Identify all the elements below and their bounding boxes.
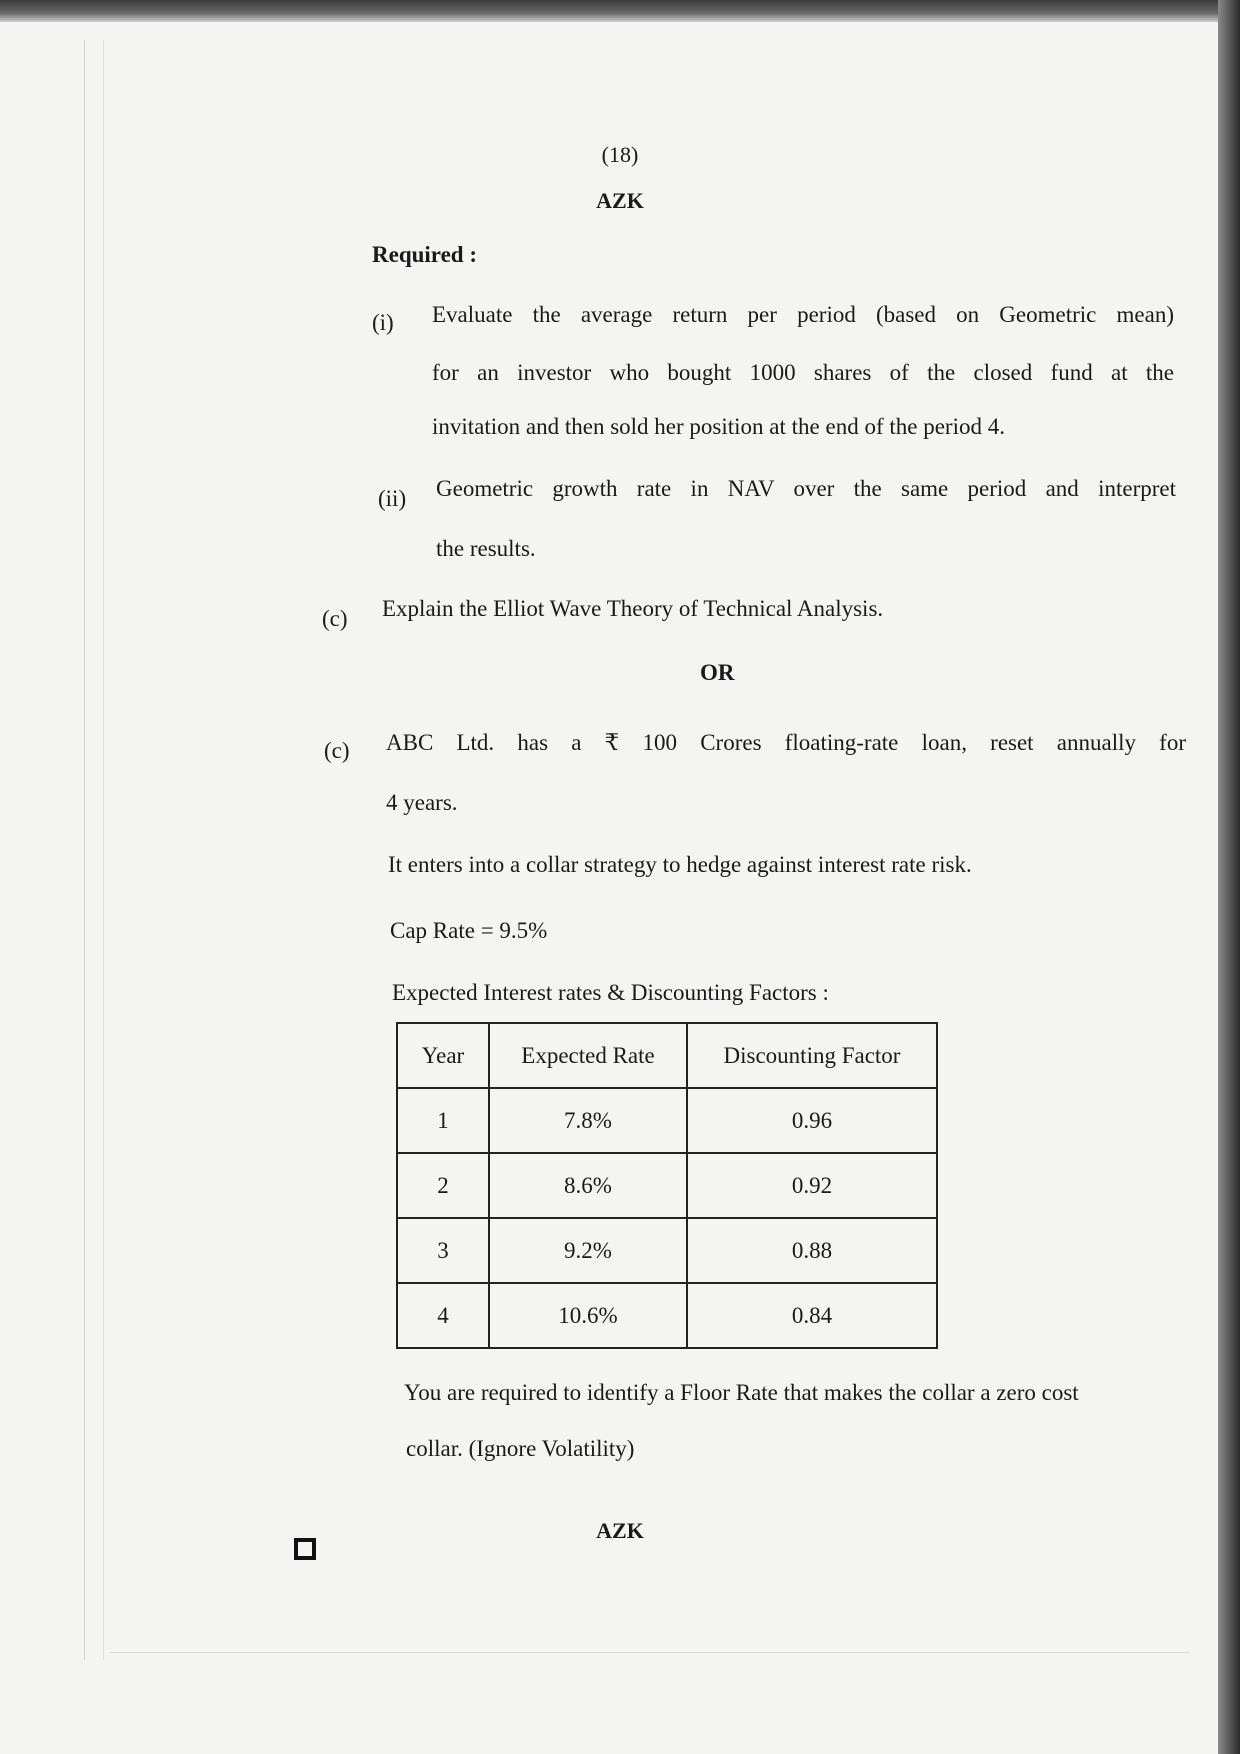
item-ii-marker: (ii): [378, 486, 407, 511]
collar-strategy-text: It enters into a collar strategy to hedge against interest rate risk.: [388, 852, 972, 877]
column-header-year: Year: [397, 1023, 489, 1088]
scan-right-edge: [1218, 0, 1240, 1754]
table-row: [397, 1088, 937, 1153]
question-c-text: Explain the Elliot Wave Theory of Technical Analysis.: [382, 596, 884, 621]
table-caption: Expected Interest rates & Discounting Factors :: [392, 980, 829, 1005]
cell-year: 3: [397, 1218, 489, 1283]
paper-code-bottom: AZK: [596, 1518, 644, 1543]
question-c-alt-marker: (c): [324, 738, 350, 763]
item-ii-line1: Geometric growth rate in NAV over the same period and interpret: [436, 476, 1176, 501]
table-row: [397, 1153, 937, 1218]
page-bottom-rule: [110, 1652, 1190, 1653]
question-c-alt-line2: 4 years.: [386, 790, 458, 815]
cell-discounting-factor: 0.84: [687, 1283, 937, 1348]
item-ii-line2: the results.: [436, 536, 536, 561]
cell-discounting-factor: 0.92: [687, 1153, 937, 1218]
table-row: [397, 1218, 937, 1283]
question-c-alt-line1: ABC Ltd. has a ₹ 100 Crores floating-rate loan, reset annually for: [386, 730, 1186, 755]
column-header-discounting-factor: Discounting Factor: [687, 1023, 937, 1088]
table-row: [397, 1283, 937, 1348]
cell-year: 1: [397, 1088, 489, 1153]
item-i-line1: Evaluate the average return per period (based on Geometric mean): [432, 302, 1174, 327]
paper-code-top: AZK: [596, 188, 644, 213]
required-heading: Required :: [372, 242, 477, 267]
cell-expected-rate: 7.8%: [489, 1088, 687, 1153]
question-c-marker: (c): [322, 606, 348, 631]
item-i-line2: for an investor who bought 1000 shares of the closed fund at the: [432, 360, 1174, 385]
page-binding-margin: [84, 40, 104, 1660]
item-i-line3: invitation and then sold her position at the end of the period 4.: [432, 414, 1005, 439]
cell-year: 4: [397, 1283, 489, 1348]
cell-discounting-factor: 0.96: [687, 1088, 937, 1153]
cap-rate-text: Cap Rate = 9.5%: [390, 918, 548, 943]
floor-rate-instruction-line2: collar. (Ignore Volatility): [406, 1436, 635, 1461]
cell-expected-rate: 9.2%: [489, 1218, 687, 1283]
scan-top-edge: [0, 0, 1240, 22]
cell-expected-rate: 10.6%: [489, 1283, 687, 1348]
column-header-expected-rate: Expected Rate: [489, 1023, 687, 1088]
or-separator: OR: [700, 660, 735, 685]
table-header-row: [397, 1023, 937, 1088]
floor-rate-instruction-line1: You are required to identify a Floor Rate that makes the collar a zero cost: [404, 1380, 1079, 1405]
cell-expected-rate: 8.6%: [489, 1153, 687, 1218]
item-i-marker: (i): [372, 310, 394, 335]
cell-discounting-factor: 0.88: [687, 1218, 937, 1283]
page-number: (18): [601, 142, 639, 167]
expected-rates-table: [396, 1022, 938, 1349]
cell-year: 2: [397, 1153, 489, 1218]
